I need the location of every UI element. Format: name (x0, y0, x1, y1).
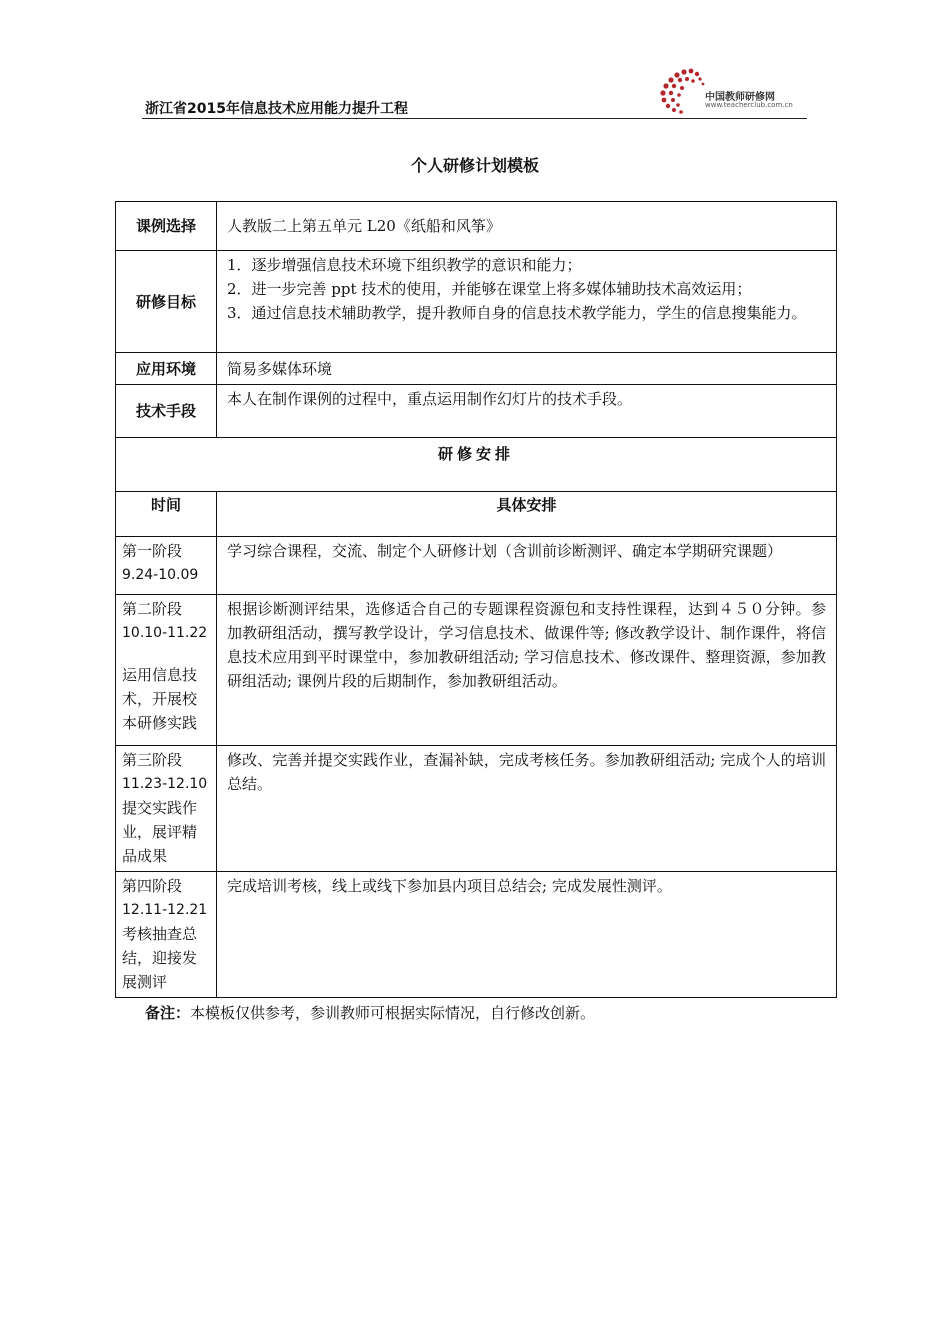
row-lesson (116, 202, 837, 251)
stage-name: 第一阶段 (122, 542, 183, 560)
goal-item: 1．逐步增强信息技术环境下组织教学的意识和能力； (227, 256, 582, 274)
stage-name: 第二阶段 (122, 600, 183, 618)
column-header-detail: 具体安排 (217, 492, 837, 537)
stage-row (116, 537, 837, 595)
note-text: 本模板仅供参考，参训教师可根据实际情况，自行修改创新。 (190, 1004, 596, 1022)
row-goals (116, 251, 837, 353)
stage-detail: 修改、完善并提交实践作业，查漏补缺，完成考核任务。参加教研组活动; 完成个人的培训总结。 (217, 746, 837, 872)
page-title: 个人研修计划模板 (410, 156, 539, 175)
stage-dates: 11.23-12.10 (122, 776, 208, 792)
stage-row (116, 595, 837, 746)
stage-time (116, 537, 217, 595)
stage-detail: 完成培训考核，线上或线下参加县内项目总结会; 完成发展性测评。 (217, 872, 837, 998)
stage-name: 第四阶段 (122, 877, 183, 895)
note-label: 备注： (145, 1004, 191, 1022)
env-label: 应用环境 (116, 353, 217, 385)
stage-subtitle: 考核抽查总结，迎接发展测评 (122, 925, 198, 991)
stage-dates: 9.24-10.09 (122, 567, 199, 583)
column-header-time: 时间 (116, 492, 217, 537)
goals-value (217, 251, 837, 353)
stage-dates: 10.10-11.22 (122, 625, 208, 641)
row-tech (116, 385, 837, 438)
tech-value: 本人在制作课例的过程中，重点运用制作幻灯片的技术手段。 (217, 385, 837, 438)
plan-table (115, 201, 837, 998)
logo-name: 中国教师研修网 (705, 92, 775, 103)
tech-label: 技术手段 (116, 385, 217, 438)
header-divider (142, 118, 807, 119)
header-project-title: 浙江省2015年信息技术应用能力提升工程 (145, 101, 408, 117)
stage-time (116, 595, 217, 746)
env-value: 简易多媒体环境 (217, 353, 837, 385)
goal-item: 2．进一步完善 ppt 技术的使用，并能够在课堂上将多媒体辅助技术高效运用； (227, 280, 752, 298)
stage-time (116, 872, 217, 998)
stage-row (116, 746, 837, 872)
stage-detail: 学习综合课程，交流、制定个人研修计划（含训前诊断测评、确定本学期研究课题） (217, 537, 837, 595)
logo-url: www.teacherclub.com.cn (705, 101, 793, 109)
stage-dates: 12.11-12.21 (122, 902, 208, 918)
section-title: 研修安排 (116, 438, 837, 492)
stage-name: 第三阶段 (122, 751, 183, 769)
lesson-value: 人教版二上第五单元 L20《纸船和风筝》 (217, 202, 837, 251)
lesson-label: 课例选择 (116, 202, 217, 251)
footnote (145, 1002, 595, 1023)
stage-subtitle: 运用信息技术，开展校本研修实践 (122, 666, 198, 732)
goals-label: 研修目标 (116, 251, 217, 353)
row-env (116, 353, 837, 385)
stage-row (116, 872, 837, 998)
row-column-headers (116, 492, 837, 537)
stage-time (116, 746, 217, 872)
goal-item: 3．通过信息技术辅助教学，提升教师自身的信息技术教学能力，学生的信息搜集能力。 (227, 304, 807, 322)
stage-detail: 根据诊断测评结果，选修适合自己的专题课程资源包和支持性课程，达到４５０分钟。参加教研组活动，撰写教学设计，学习信息技术、做课件等; 修改教学设计、制作课件，将信息技术应用到平时课堂中，参加教研组活动; 学习信息技术、修改课件、整理资源，参加教研组活动; 课例片段的后期制作，参加教研组活动。 (217, 595, 837, 746)
row-section (116, 438, 837, 492)
stage-subtitle: 提交实践作业，展评精品成果 (122, 799, 198, 865)
